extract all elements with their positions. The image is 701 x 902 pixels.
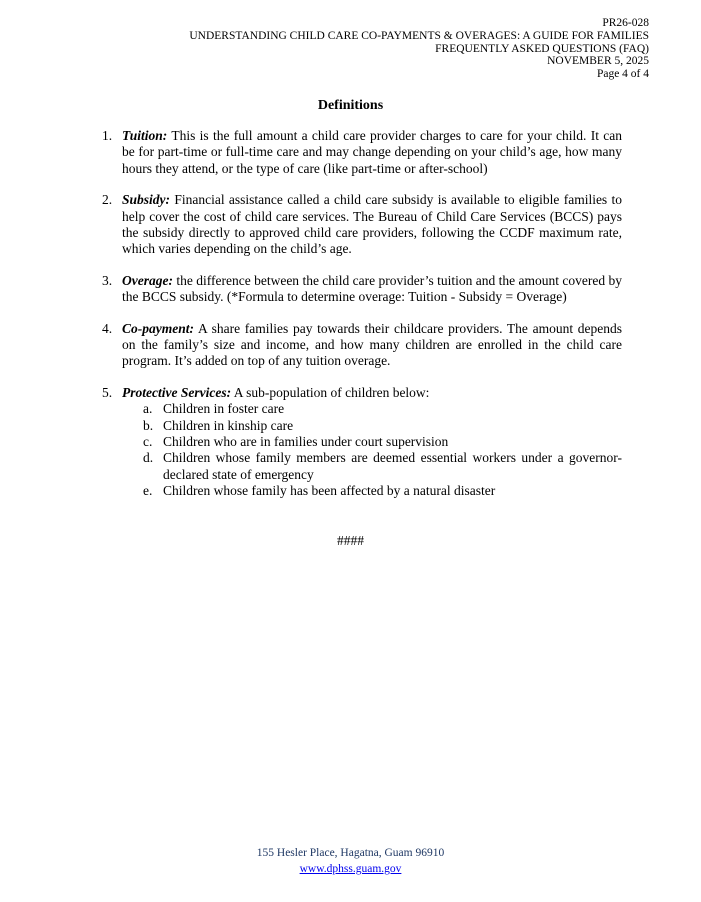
sub-item-natural-disaster bbox=[143, 483, 622, 499]
protective-services-sub-list bbox=[122, 401, 622, 499]
footer bbox=[0, 845, 701, 877]
definitions-list bbox=[0, 128, 701, 500]
item-number: 1. bbox=[102, 127, 113, 143]
definition-item-tuition bbox=[102, 127, 623, 177]
sub-item-essential-workers bbox=[143, 450, 622, 483]
sub-item-text: Children in foster care bbox=[163, 401, 285, 417]
page-title: Definitions bbox=[317, 97, 384, 113]
header-doc-number: PR26-028 bbox=[602, 17, 649, 29]
item-text: A share families pay towards their childcare providers. The amount depends on the family’s size and income, and how many children are enrolled in the child care program. It’s added on top of any tuition overage. bbox=[122, 320, 622, 369]
item-term: Overage: bbox=[122, 272, 173, 288]
header-doc-title: UNDERSTANDING CHILD CARE CO-PAYMENTS & OVERAGES: A GUIDE FOR FAMILIES bbox=[189, 29, 649, 42]
sub-item-kinship-care bbox=[143, 417, 622, 434]
header-doc-subtitle: FREQUENTLY ASKED QUESTIONS (FAQ) bbox=[435, 42, 649, 55]
sub-item-text: Children whose family has been affected by a natural disaster bbox=[163, 483, 496, 499]
definition-item-protective-services bbox=[102, 384, 622, 500]
item-number: 5. bbox=[102, 384, 113, 400]
item-term: Co-payment: bbox=[122, 320, 194, 336]
item-term: Subsidy: bbox=[122, 192, 171, 208]
definition-item-subsidy bbox=[102, 192, 623, 258]
item-term: Protective Services: bbox=[122, 384, 232, 400]
item-text: Financial assistance called a child care subsidy is available to eligible families to help cover the cost of child care services. The Bureau of Child Care Services (BCCS) pays the subsidy directly to approved child care providers, following the CCDF maximum rate, which varies depending on the child’s age. bbox=[122, 192, 623, 257]
item-number: 2. bbox=[102, 192, 113, 208]
item-text: A sub-population of children below: bbox=[233, 384, 430, 400]
item-number: 3. bbox=[102, 272, 113, 288]
item-number: 4. bbox=[102, 320, 113, 336]
sub-item-foster-care bbox=[143, 401, 622, 417]
sub-item-letter: b. bbox=[143, 417, 154, 433]
sub-item-letter: d. bbox=[143, 450, 154, 466]
header-page-number: Page 4 of 4 bbox=[596, 68, 649, 81]
definition-item-co-payment bbox=[102, 320, 622, 370]
definition-item-overage bbox=[102, 272, 622, 306]
header-block bbox=[0, 0, 701, 81]
sub-item-court-supervision bbox=[143, 434, 622, 450]
footer-website-link[interactable]: www.dphss.guam.gov bbox=[299, 863, 402, 875]
item-text: This is the full amount a child care provider charges to care for your child. It can be for part-time or full-time care and may change depending on your child’s age, how many hours they attend, or the type of care (like part-time or after-school) bbox=[122, 127, 623, 176]
sub-item-letter: c. bbox=[143, 434, 153, 450]
header-date: NOVEMBER 5, 2025 bbox=[547, 55, 649, 68]
item-term: Tuition: bbox=[122, 127, 168, 143]
item-text: the difference between the child care provider’s tuition and the amount covered by the BCCS subsidy. (*Formula to determine overage: Tuition - Subsidy = Overage) bbox=[122, 272, 622, 305]
sub-item-text: Children whose family members are deemed essential workers under a governor-declared state of emergency bbox=[163, 450, 622, 482]
sub-item-text: Children who are in families under court supervision bbox=[163, 434, 449, 450]
footer-address: 155 Hesler Place, Hagatna, Guam 96910 bbox=[256, 847, 445, 859]
sub-item-letter: e. bbox=[143, 483, 153, 499]
sub-item-text: Children in kinship care bbox=[163, 417, 294, 433]
sub-item-letter: a. bbox=[143, 401, 153, 417]
end-of-document-marker: #### bbox=[337, 532, 364, 548]
